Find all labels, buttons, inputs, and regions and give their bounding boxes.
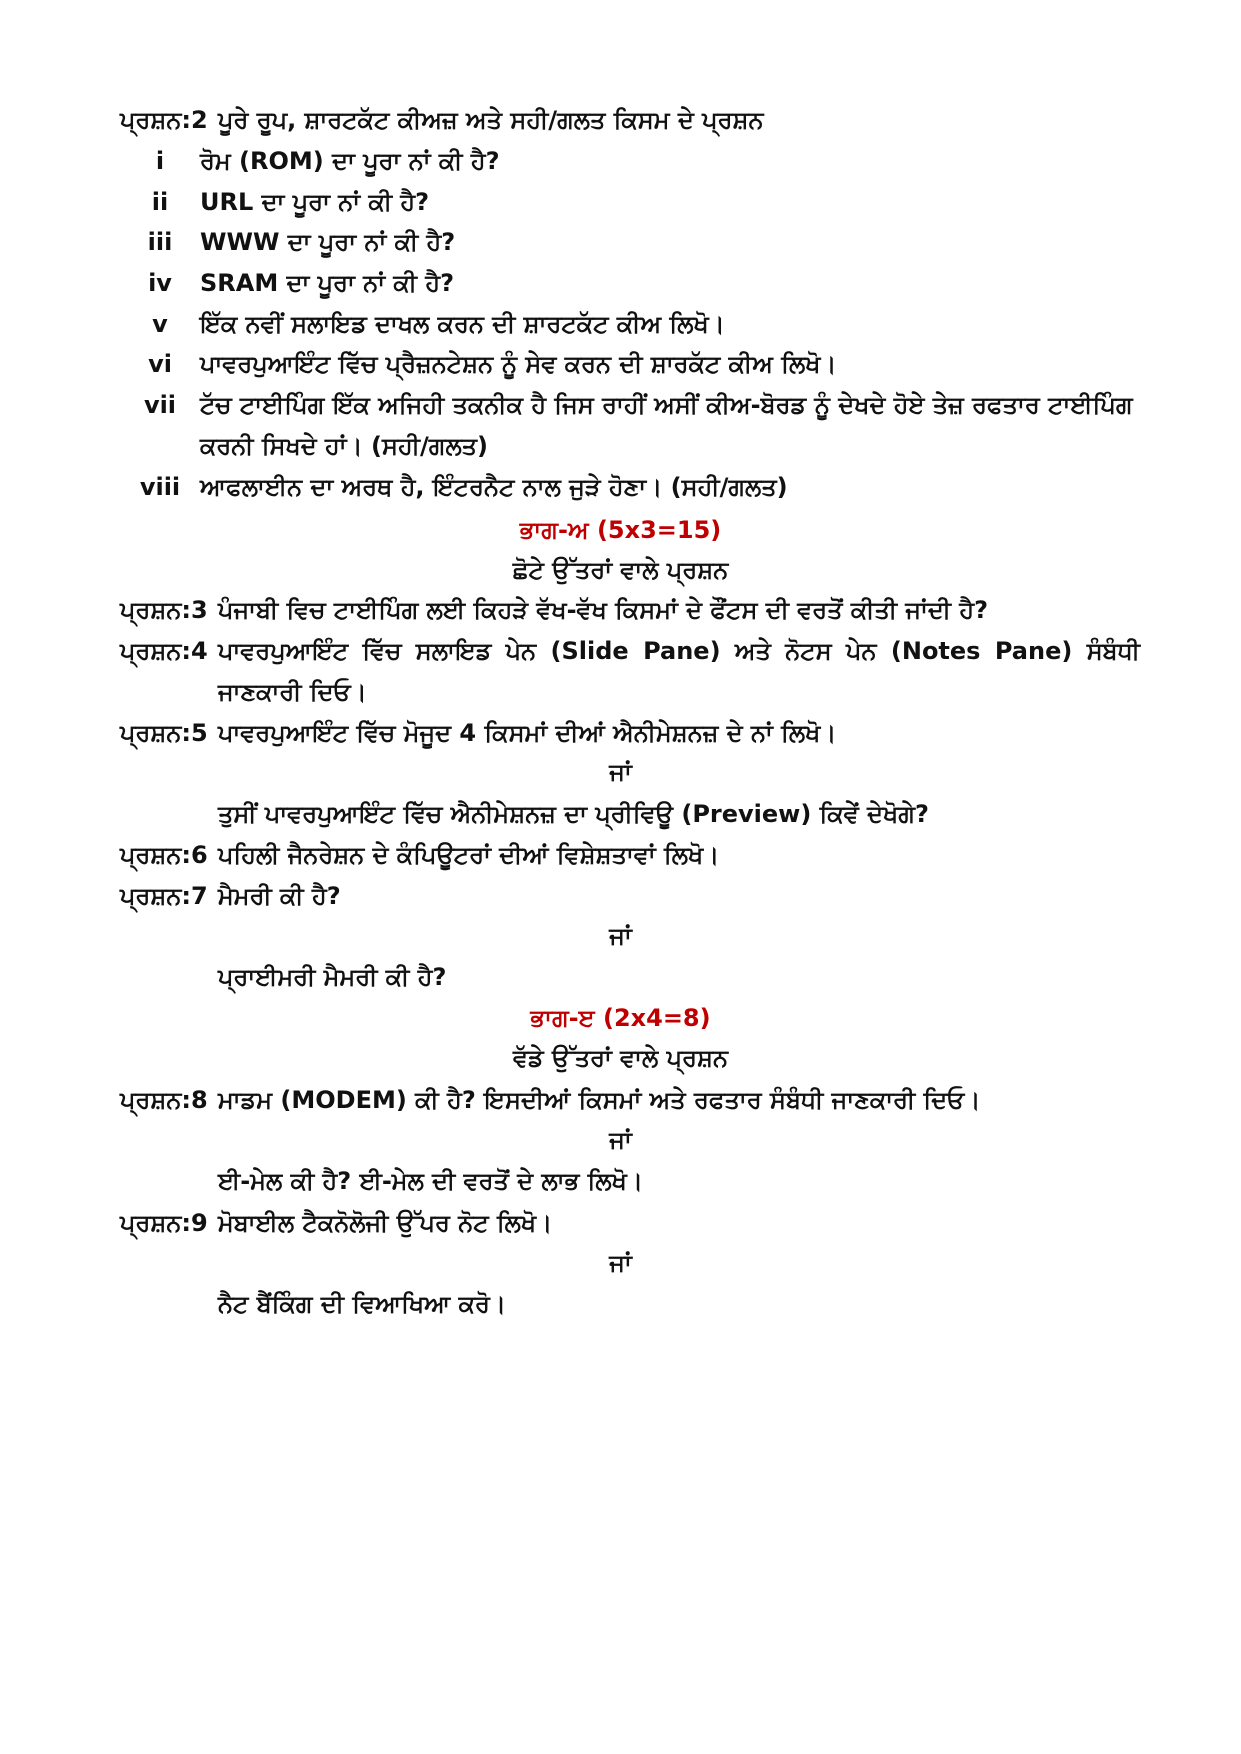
or-separator: ਜਾਂ xyxy=(609,758,632,786)
sub-question-text: SRAM ਦਾ ਪੂਰਾ ਨਾਂ ਕੀ ਹੈ? xyxy=(200,269,455,297)
question-7 xyxy=(120,876,1140,917)
sub-question-text: ਇੱਕ ਨਵੀਂ ਸਲਾਇਡ ਦਾਖਲ ਕਰਨ ਦੀ ਸ਼ਾਰਟਕੱਟ ਕੀਅ ਲਿਖੋ। xyxy=(200,310,725,338)
question-label: ਪ੍ਰਸ਼ਨ:8 xyxy=(120,1086,208,1114)
question-3 xyxy=(120,590,1140,631)
or-separator: ਜਾਂ xyxy=(609,1126,632,1154)
question-label: ਪ੍ਰਸ਼ਨ:3 xyxy=(120,596,208,624)
question-text: ਪਹਿਲੀ ਜੈਨਰੇਸ਼ਨ ਦੇ ਕੰਪਿਊਟਰਾਂ ਦੀਆਂ ਵਿਸ਼ੇਸ਼ਤਾਵਾਂ ਲਿਖੋ। xyxy=(218,841,720,869)
sub-question-number: iii xyxy=(147,228,173,256)
sub-question-text: ਪਾਵਰਪੁਆਇੰਟ ਵਿੱਚ ਪ੍ਰੈਜ਼ਨਟੇਸ਼ਨ ਨੂੰ ਸੇਵ ਕਰਨ ਦੀ ਸ਼ਾਰਕੱਟ ਕੀਅ ਲਿਖੋ। xyxy=(200,350,837,378)
question-text: ਨੈਟ ਬੈਂਕਿੰਗ ਦੀ ਵਿਆਖਿਆ ਕਰੋ। xyxy=(218,1290,507,1318)
question-label: ਪ੍ਰਸ਼ਨ:5 xyxy=(120,719,208,747)
question-9-alternative xyxy=(120,1284,1140,1325)
sub-question-text: URL ਦਾ ਪੂਰਾ ਨਾਂ ਕੀ ਹੈ? xyxy=(200,188,430,216)
sub-question-number: i xyxy=(155,147,165,175)
sub-question-text: ਟੱਚ ਟਾਈਪਿੰਗ ਇੱਕ ਅਜਿਹੀ ਤਕਨੀਕ ਹੈ ਜਿਸ ਰਾਹੀਂ ਅਸੀਂ ਕੀਅ-ਬੋਰਡ ਨੂੰ ਦੇਖਦੇ ਹੋਏ ਤੇਜ਼ ਰਫਤਾਰ ਟਾਈਪਿੰਗ ਕਰਨੀ ਸਿਖਦੇ ਹਾਂ। (ਸਹੀ/ਗਲਤ) xyxy=(200,391,1133,460)
question-label: ਪ੍ਰਸ਼ਨ:6 xyxy=(120,841,208,869)
question-9 xyxy=(120,1203,1140,1244)
question-text: ਮਾਡਮ (MODEM) ਕੀ ਹੈ? ਇਸਦੀਆਂ ਕਿਸਮਾਂ ਅਤੇ ਰਫਤਾਰ ਸੰਬੰਧੀ ਜਾਣਕਾਰੀ ਦਿਓ। xyxy=(218,1086,981,1114)
question-text: ਪ੍ਰਾਈਮਰੀ ਮੈਮਰੀ ਕੀ ਹੈ? xyxy=(218,963,447,991)
sub-question-number: v xyxy=(152,310,168,338)
question-2 xyxy=(120,100,1140,141)
question-label: ਪ੍ਰਸ਼ਨ:2 xyxy=(120,106,208,134)
question-5 xyxy=(120,713,1140,754)
question-text: ਮੋਬਾਈਲ ਟੈਕਨੋਲੋਜੀ ਉੱਪਰ ਨੋਟ ਲਿਖੋ। xyxy=(218,1209,553,1237)
sub-question-text: ਰੋਮ (ROM) ਦਾ ਪੂਰਾ ਨਾਂ ਕੀ ਹੈ? xyxy=(200,147,500,175)
or-separator: ਜਾਂ xyxy=(609,1249,632,1277)
sub-question-number: viii xyxy=(139,473,181,501)
part-a-subheading: ਛੋਟੇ ਉੱਤਰਾਂ ਵਾਲੇ ਪ੍ਰਸ਼ਨ xyxy=(512,556,729,584)
question-8-alternative xyxy=(120,1161,1140,1202)
part-e-heading: ਭਾਗ-ੲ (2x4=8) xyxy=(530,1004,711,1032)
sub-question-text: WWW ਦਾ ਪੂਰਾ ਨਾਂ ਕੀ ਹੈ? xyxy=(200,228,456,256)
sub-question-number: ii xyxy=(151,188,169,216)
sub-question-text: ਆਫਲਾਈਨ ਦਾ ਅਰਥ ਹੈ, ਇੰਟਰਨੈਟ ਨਾਲ ਜੁੜੇ ਹੋਣਾ। (ਸਹੀ/ਗਲਤ) xyxy=(200,473,788,501)
sub-question-i xyxy=(120,141,1140,182)
sub-question-iv xyxy=(120,263,1140,304)
or-separator: ਜਾਂ xyxy=(609,922,632,950)
question-text: ਪੂਰੇ ਰੂਪ, ਸ਼ਾਰਟਕੱਟ ਕੀਅਜ਼ ਅਤੇ ਸਹੀ/ਗਲਤ ਕਿਸਮ ਦੇ ਪ੍ਰਸ਼ਨ xyxy=(218,106,764,134)
question-text: ਪੰਜਾਬੀ ਵਿਚ ਟਾਈਪਿੰਗ ਲਈ ਕਿਹੜੇ ਵੱਖ-ਵੱਖ ਕਿਸਮਾਂ ਦੇ ਫੌਂਟਸ ਦੀ ਵਰਤੋਂ ਕੀਤੀ ਜਾਂਦੀ ਹੈ? xyxy=(218,596,989,624)
question-8 xyxy=(120,1080,1140,1121)
sub-question-vi xyxy=(120,344,1140,385)
question-text: ਤੁਸੀਂ ਪਾਵਰਪੁਆਇੰਟ ਵਿੱਚ ਐਨੀਮੇਸ਼ਨਜ਼ ਦਾ ਪ੍ਰੀਵਿਊ (Preview) ਕਿਵੇਂ ਦੇਖੋਗੇ? xyxy=(218,800,929,828)
question-4 xyxy=(120,631,1140,713)
part-e-subheading: ਵੱਡੇ ਉੱਤਰਾਂ ਵਾਲੇ ਪ੍ਰਸ਼ਨ xyxy=(513,1044,728,1072)
sub-question-number: vii xyxy=(143,391,177,419)
question-label: ਪ੍ਰਸ਼ਨ:7 xyxy=(120,882,208,910)
sub-question-iii xyxy=(120,222,1140,263)
sub-question-viii xyxy=(120,467,1140,508)
question-label: ਪ੍ਰਸ਼ਨ:4 xyxy=(120,637,208,665)
question-text: ਪਾਵਰਪੁਆਇੰਟ ਵਿੱਚ ਸਲਾਇਡ ਪੇਨ (Slide Pane) ਅਤੇ ਨੋਟਸ ਪੇਨ (Notes Pane) ਸੰਬੰਧੀ ਜਾਣਕਾਰੀ ਦਿਓ। xyxy=(218,637,1140,706)
question-label: ਪ੍ਰਸ਼ਨ:9 xyxy=(120,1209,208,1237)
part-a-heading: ਭਾਗ-ਅ (5x3=15) xyxy=(519,516,722,544)
question-text: ਈ-ਮੇਲ ਕੀ ਹੈ? ਈ-ਮੇਲ ਦੀ ਵਰਤੋਂ ਦੇ ਲਾਭ ਲਿਖੋ। xyxy=(218,1167,643,1195)
sub-question-number: vi xyxy=(148,350,172,378)
question-7-alternative xyxy=(120,957,1140,998)
sub-question-ii xyxy=(120,182,1140,223)
question-6 xyxy=(120,835,1140,876)
question-5-alternative xyxy=(120,794,1140,835)
question-text: ਮੈਮਰੀ ਕੀ ਹੈ? xyxy=(218,882,341,910)
sub-question-v xyxy=(120,304,1140,345)
sub-question-vii xyxy=(120,385,1140,467)
sub-question-number: iv xyxy=(148,269,172,297)
question-text: ਪਾਵਰਪੁਆਇੰਟ ਵਿੱਚ ਮੋਜੂਦ 4 ਕਿਸਮਾਂ ਦੀਆਂ ਐਨੀਮੇਸ਼ਨਜ਼ ਦੇ ਨਾਂ ਲਿਖੋ। xyxy=(218,719,837,747)
